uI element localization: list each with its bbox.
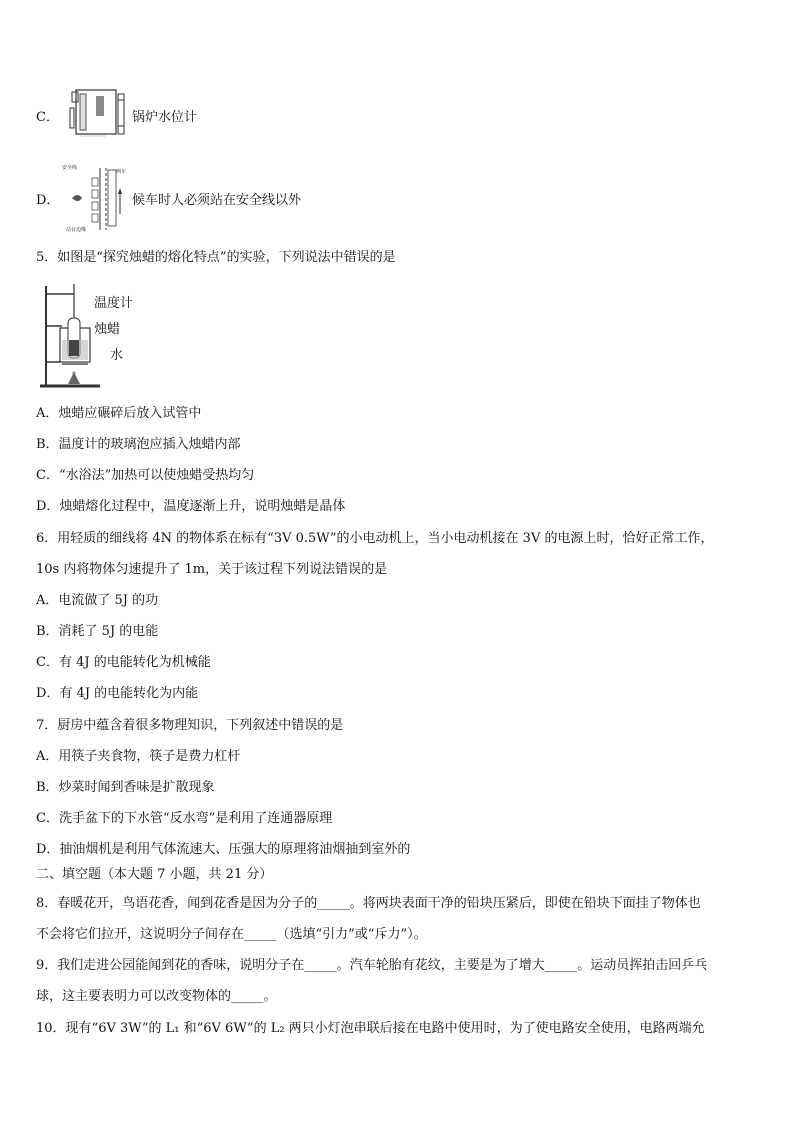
q6-stem-line2: 10s 内将物体匀速提升了 1m，关于该过程下列说法错误的是 — [36, 562, 388, 577]
safety-line-label: 安全线 — [62, 165, 78, 171]
q5-option-a: A．烛蜡应碾碎后放入试管中 — [36, 406, 202, 421]
q8-line2: 不会将它们拉开，这说明分子间存在_____（选填“引力”或“斥力”）。 — [36, 927, 427, 942]
q7-option-a: A．用筷子夹食物，筷子是费力杠杆 — [36, 749, 241, 764]
q6-option-b: B．消耗了 5J 的电能 — [36, 624, 159, 639]
water-label: 水 — [110, 348, 124, 363]
q7-option-b: B．炒菜时闻到香味是扩散现象 — [36, 780, 215, 795]
q5-option-d: D．烛蜡熔化过程中，温度逐渐上升，说明烛蜡是晶体 — [36, 499, 346, 514]
q9-line1: 9．我们走进公园能闻到花的香味，说明分子在_____。汽车轮胎有花纹，主要是为了增大_____。运动员挥拍击回乒乓 — [36, 958, 708, 973]
q6-option-a: A．电流做了 5J 的功 — [36, 593, 159, 608]
option-label: D． — [36, 193, 60, 208]
q10-line1: 10．现有“6V 3W”的 L₁ 和“6V 6W”的 L₂ 两只小灯泡串联后接在电路中使用时，为了使电路安全使用，电路两端允 — [36, 1021, 705, 1036]
q5-stem: 5．如图是“探究烛蜡的熔化特点”的实验，下列说法中错误的是 — [36, 250, 396, 265]
q6-option-d: D．有 4J 的电能转化为内能 — [36, 686, 199, 701]
wax-label: 烛蜡 — [94, 322, 121, 337]
q5-option-b: B．温度计的玻璃泡应插入烛蜡内部 — [36, 437, 241, 452]
option-d-caption: 候车时人必须站在安全线以外 — [132, 193, 302, 208]
q5-option-c: C．“水浴法”加热可以使烛蜡受热均匀 — [36, 468, 255, 483]
q7-option-d: D．抽油烟机是利用气体流速大、压强大的原理将油烟抽到室外的 — [36, 842, 411, 857]
q8-line1: 8．春暖花开，鸟语花香，闻到花香是因为分子的_____。将两块表面干净的铅块压紧后，即使在铅块下面挂了物体也 — [36, 896, 701, 911]
wax-melting-apparatus-figure — [38, 280, 134, 390]
q9-line2: 球，这主要表明力可以改变物体的_____。 — [36, 989, 277, 1004]
platform-safety-figure — [62, 164, 132, 234]
thermometer-label: 温度计 — [94, 296, 134, 311]
boiler-gauge-figure — [66, 86, 130, 144]
q6-stem-line1: 6．用轻质的细线将 4N 的物体系在标有“3V 0.5W”的小电动机上，当小电动机接在 3V 的电源上时，恰好正常工作， — [36, 531, 714, 546]
q7-stem: 7．厨房中蕴含着很多物理知识，下列叙述中错误的是 — [36, 718, 344, 733]
section-title: 二、填空题（本大题 7 小题，共 21 分） — [36, 867, 273, 882]
train-label: 列车 — [116, 169, 127, 175]
q7-option-c: C．洗手盆下的下水管“反水弯”是利用了连通器原理 — [36, 811, 333, 826]
option-label: C． — [36, 110, 59, 125]
platform-edge-label: 站台边缘 — [66, 227, 87, 233]
option-c-caption: 锅炉水位计 — [132, 110, 198, 125]
q6-option-c: C．有 4J 的电能转化为机械能 — [36, 655, 211, 670]
